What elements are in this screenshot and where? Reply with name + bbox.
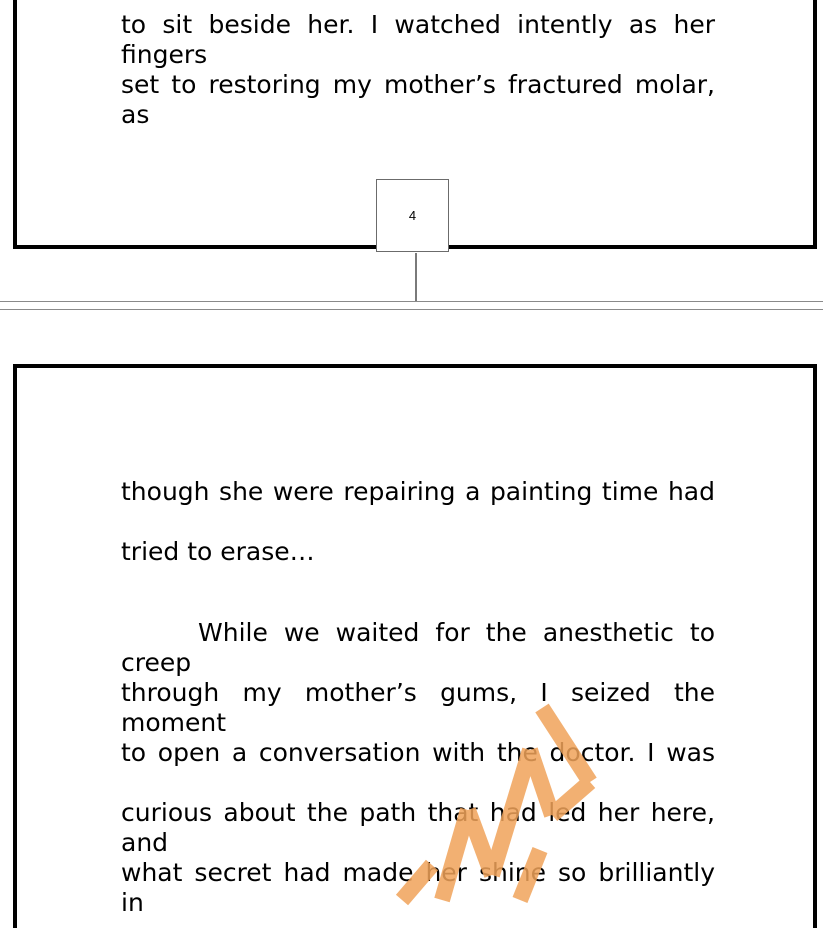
- page5-line-6: curious about the path that had led her here, and: [121, 798, 715, 857]
- page-separator-top: [0, 301, 823, 302]
- page-5: [13, 364, 817, 928]
- page-number-connector: [415, 253, 417, 301]
- page5-line-2: tried to erase…: [121, 537, 315, 566]
- page-separator-bottom: [0, 309, 823, 310]
- page-number: 4: [408, 208, 417, 223]
- page4-line-1: to sit beside her. I watched intently as her fingers: [121, 10, 715, 69]
- page-number-box: [376, 179, 449, 252]
- page5-line-7: what secret had made her shine so brilliantly in: [121, 858, 715, 917]
- page5-line-4: through my mother’s gums, I seized the moment: [121, 678, 715, 737]
- page5-line-1: though she were repairing a painting time had: [121, 477, 715, 506]
- page5-line-3: While we waited for the anesthetic to creep: [121, 618, 715, 677]
- page4-line-2: set to restoring my mother’s fractured molar, as: [121, 70, 715, 129]
- page5-line-5: to open a conversation with the doctor. I was: [121, 738, 715, 767]
